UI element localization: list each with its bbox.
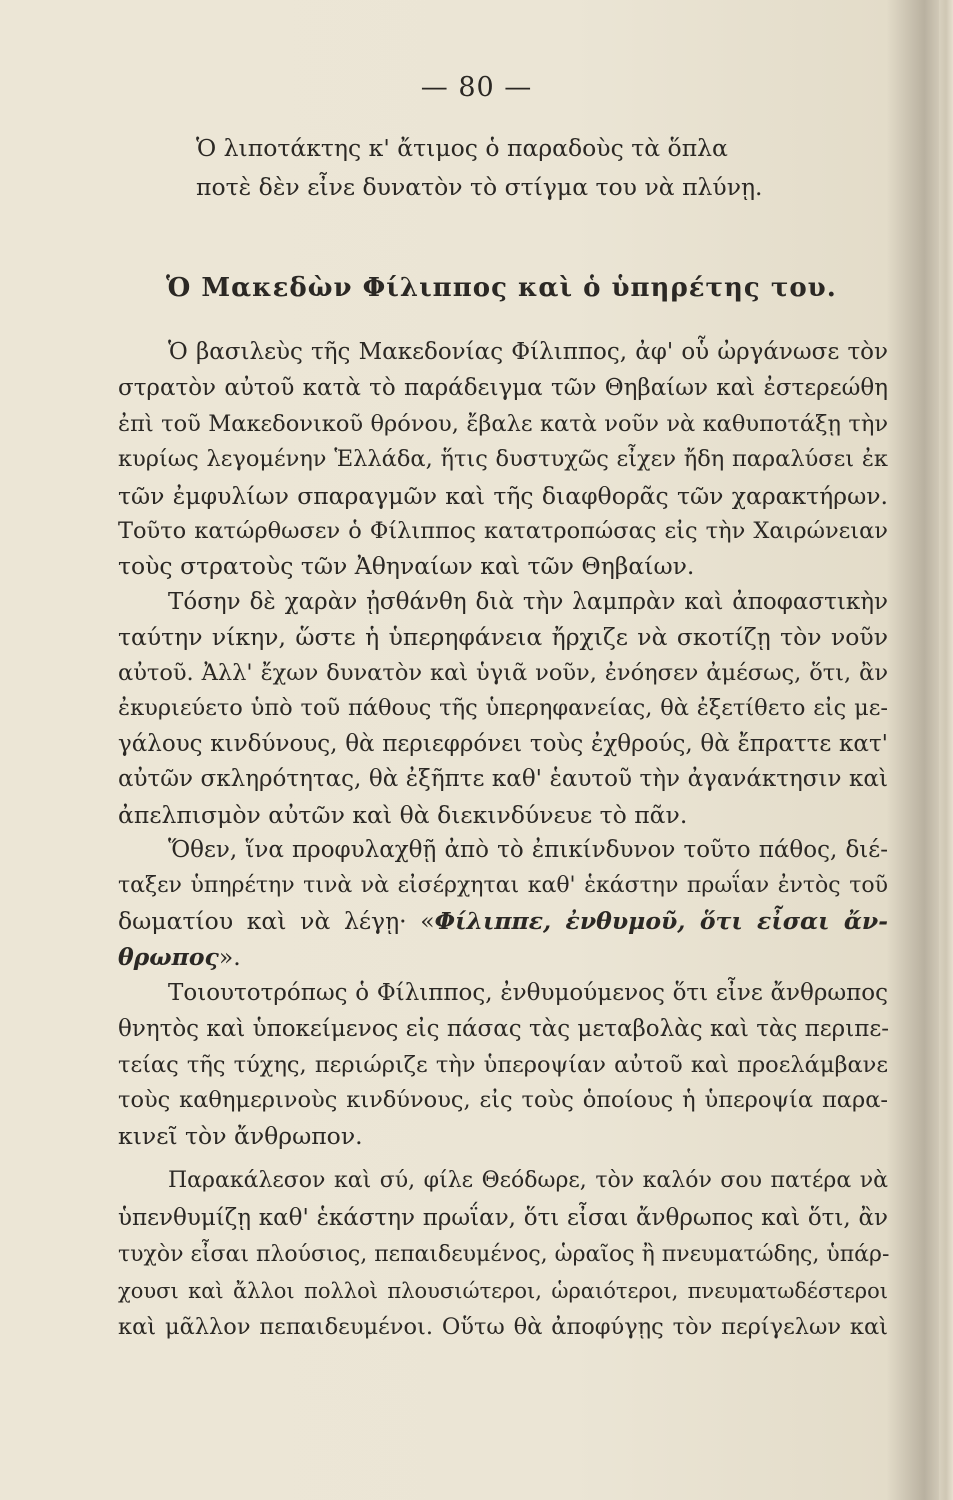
text-line: ὑπενθυμίζῃ καθ' ἑκάστην πρωΐαν, ὅτι εἶσαι ἄνθρωπος καὶ ὅτι, ἂν bbox=[118, 1205, 888, 1231]
text-line: Τόσην δὲ χαρὰν ᾐσθάνθη διὰ τὴν λαμπρὰν καὶ ἀποφαστικὴν bbox=[168, 589, 888, 615]
text-line: κινεῖ τὸν ἄνθρωπον. bbox=[118, 1122, 363, 1150]
text-line: τῶν ἐμφυλίων σπαραγμῶν καὶ τῆς διαφθορᾶς τῶν χαρακτήρων. bbox=[118, 482, 888, 510]
text-line: ἀπελπισμὸν αὐτῶν καὶ θὰ διεκινδύνευε τὸ πᾶν. bbox=[118, 801, 688, 829]
text-line: ταύτην νίκην, ὥστε ἡ ὑπερηφάνεια ἤρχιζε νὰ σκοτίζῃ τὸν νοῦν bbox=[118, 623, 888, 651]
text-line: κυρίως λεγομένην Ἑλλάδα, ἥτις δυστυχῶς εἶχεν ἤδη παραλύσει ἐκ bbox=[118, 446, 888, 472]
section-heading: Ὁ Μακεδὼν Φίλιππος καὶ ὁ ὑπηρέτης του. bbox=[166, 273, 837, 303]
page-edge bbox=[939, 0, 953, 1500]
text-line: Ὅθεν, ἵνα προφυλαχθῇ ἀπὸ τὸ ἐπικίνδυνον τοῦτο πάθος, διέ- bbox=[168, 837, 888, 863]
text-line: Παρακάλεσον καὶ σύ, φίλε Θεόδωρε, τὸν καλόν σου πατέρα νὰ bbox=[168, 1168, 888, 1193]
text-line: τοὺς καθημερινοὺς κινδύνους, εἰς τοὺς ὁποίους ἡ ὑπεροψία παρα- bbox=[118, 1087, 888, 1113]
verse-line: Ὁ λιποτάκτης κ' ἄτιμος ὁ παραδοὺς τὰ ὅπλα bbox=[196, 134, 728, 162]
text-line: ἐπὶ τοῦ Μακεδονικοῦ θρόνου, ἔβαλε κατὰ νοῦν νὰ καθυποτάξῃ τὴν bbox=[118, 411, 888, 437]
text-line: καὶ μᾶλλον πεπαιδευμένοι. Οὕτω θὰ ἀποφύγῃς τὸν περίγελων καὶ bbox=[118, 1314, 888, 1340]
text-line bbox=[118, 906, 888, 936]
text-line: ἐκυριεύετο ὑπὸ τοῦ πάθους τῆς ὑπερηφανείας, θὰ ἐξετίθετο εἰς με- bbox=[118, 695, 888, 721]
verse-line: ποτὲ δὲν εἶνε δυνατὸν τὸ στίγμα του νὰ πλύνῃ. bbox=[196, 173, 763, 201]
text-span: ». bbox=[218, 943, 241, 971]
text-line: Ὁ βασιλεὺς τῆς Μακεδονίας Φίλιππος, ἀφ' οὗ ὠργάνωσε τὸν bbox=[168, 339, 888, 365]
text-line bbox=[118, 942, 888, 972]
text-line: τείας τῆς τύχης, περιώριζε τὴν ὑπεροψίαν αὐτοῦ καὶ προελάμβανε bbox=[118, 1052, 888, 1078]
page-number: — 80 — bbox=[420, 72, 533, 103]
text-span: δωματίου καὶ νὰ λέγῃ· « bbox=[118, 907, 435, 935]
text-line: αὐτοῦ. Ἀλλ' ἔχων δυνατὸν καὶ ὑγιᾶ νοῦν, ἐνόησεν ἀμέσως, ὅτι, ἂν bbox=[118, 660, 888, 686]
text-line: τοὺς στρατοὺς τῶν Ἀθηναίων καὶ τῶν Θηβαίων. bbox=[118, 552, 695, 580]
text-line: τυχὸν εἶσαι πλούσιος, πεπαιδευμένος, ὡραῖος ἢ πνευματώδης, ὑπάρ- bbox=[118, 1242, 890, 1267]
text-line: αὐτῶν σκληρότητας, θὰ ἐξῆπτε καθ' ἑαυτοῦ τὴν ἀγανάκτησιν καὶ bbox=[118, 766, 888, 792]
text-line: Τοῦτο κατώρθωσεν ὁ Φίλιππος κατατροπώσας εἰς τὴν Χαιρώνειαν bbox=[118, 518, 888, 544]
quote-bold: θρωπος bbox=[118, 943, 219, 971]
text-line: Τοιουτοτρόπως ὁ Φίλιππος, ἐνθυμούμενος ὅτι εἶνε ἄνθρωπος bbox=[168, 980, 888, 1006]
text-line: γάλους κινδύνους, θὰ περιεφρόνει τοὺς ἐχθρούς, θὰ ἔπραττε κατ' bbox=[118, 731, 888, 757]
text-line: στρατὸν αὐτοῦ κατὰ τὸ παράδειγμα τῶν Θηβαίων καὶ ἐστερεώθη bbox=[118, 375, 888, 401]
quote-bold: Φίλιππε, ἐνθυμοῦ, ὅτι εἶσαι ἄν- bbox=[434, 907, 888, 935]
text-line: χουσι καὶ ἄλλοι πολλοὶ πλουσιώτεροι, ὡραιότεροι, πνευματωδέστεροι bbox=[118, 1279, 888, 1303]
text-line: θνητὸς καὶ ὑποκείμενος εἰς πάσας τὰς μεταβολὰς καὶ τὰς περιπε- bbox=[118, 1016, 890, 1042]
text-line: ταξεν ὑπηρέτην τινὰ νὰ εἰσέρχηται καθ' ἑκάστην πρωΐαν ἐντὸς τοῦ bbox=[118, 873, 888, 898]
